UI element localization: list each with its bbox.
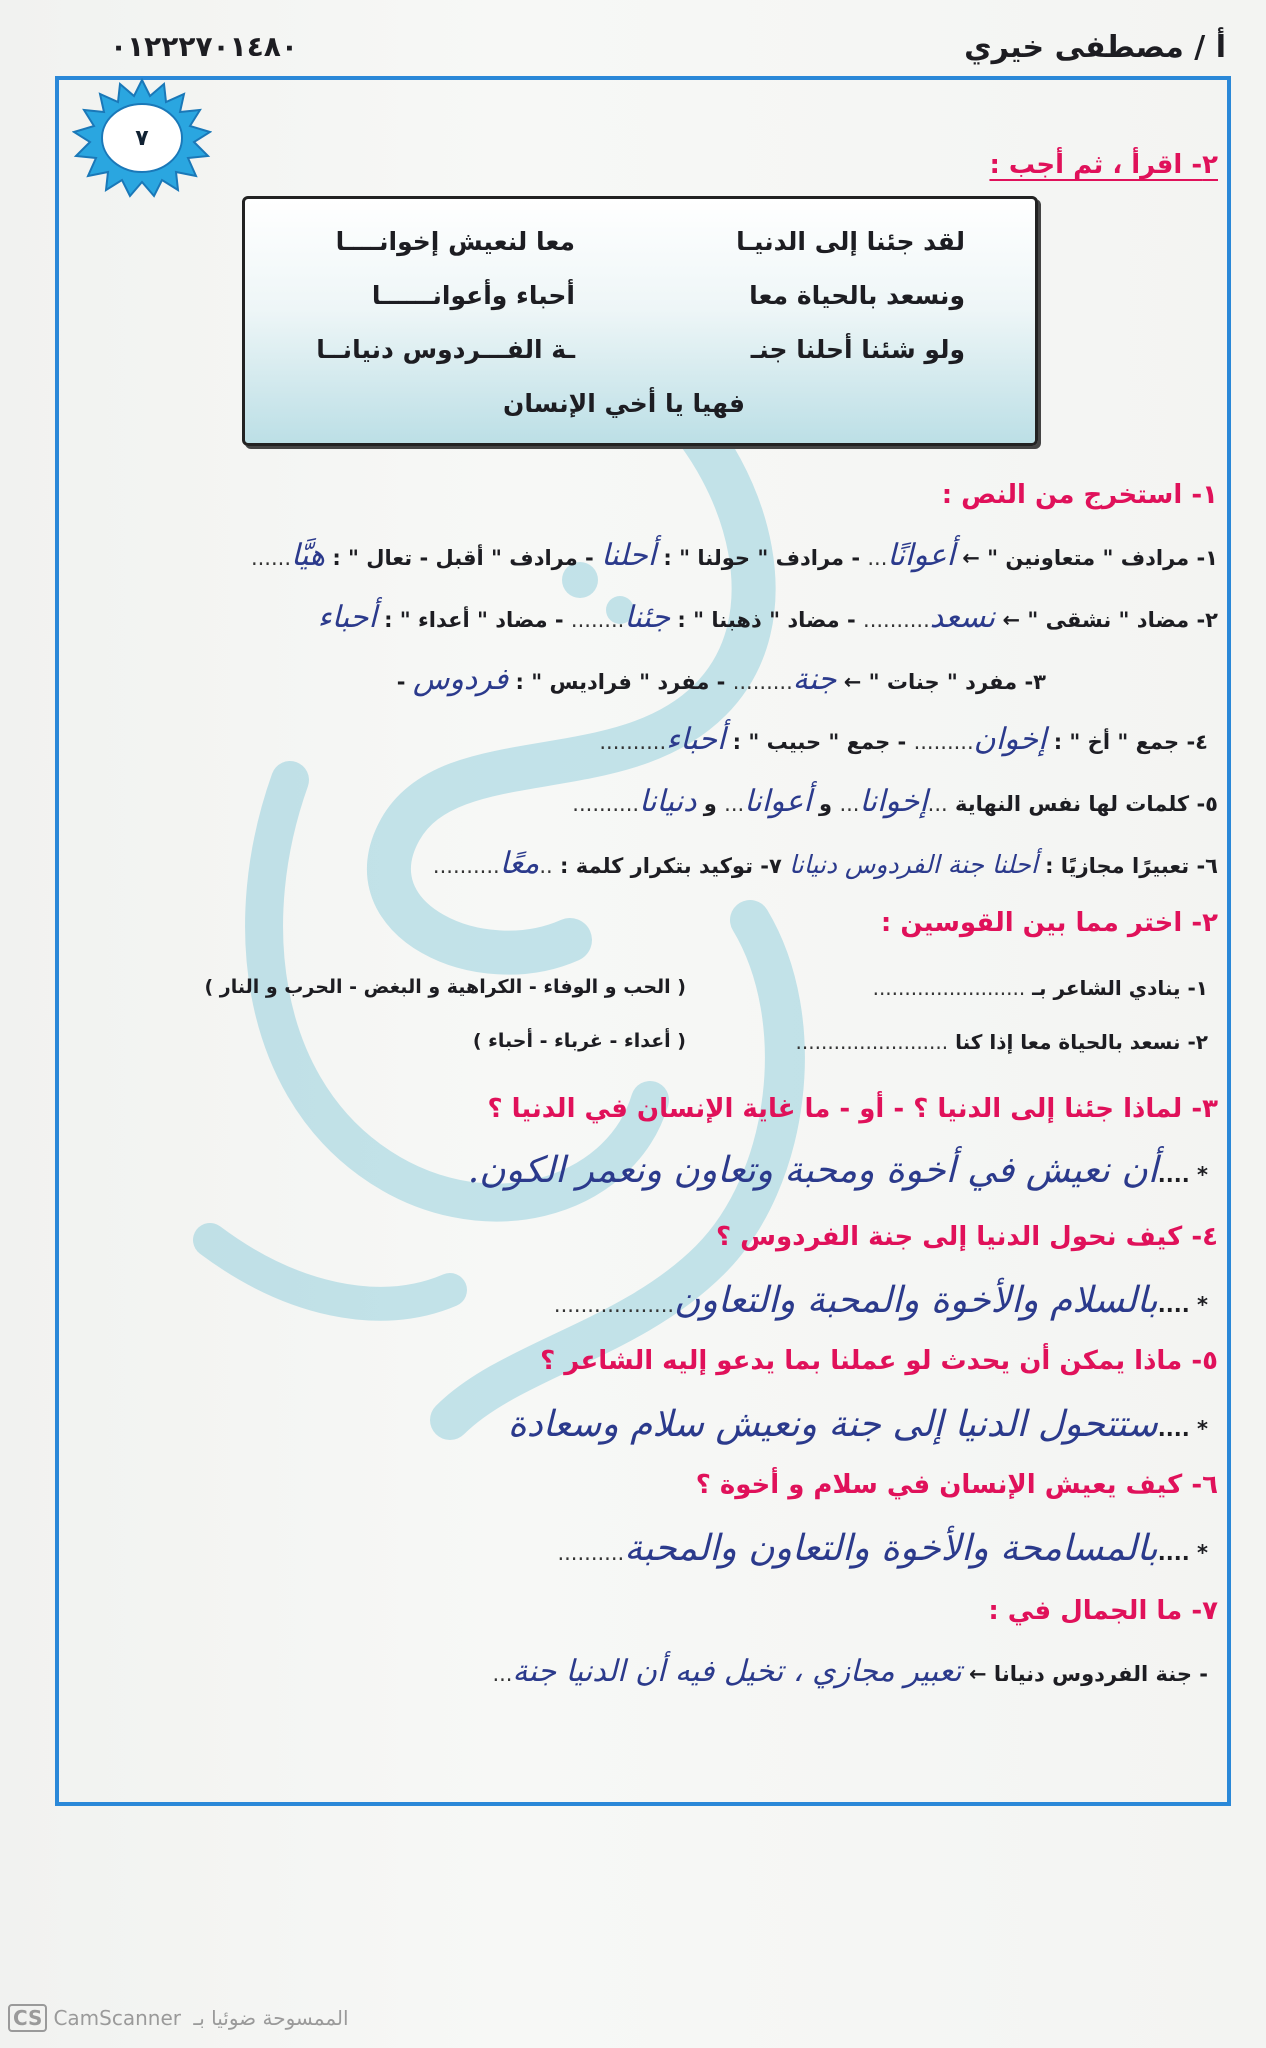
q2-line-1: ١- ينادي الشاعر بـ ........................ bbox=[872, 976, 1208, 1000]
q1-l2-answer-1: نسعد bbox=[929, 600, 996, 635]
teacher-name: أ / مصطفى خيري bbox=[964, 30, 1226, 65]
q2-l2-choices-text: ( أعداء - غرباء - أحباء ) bbox=[472, 1030, 686, 1052]
q3-answer-line: * ....أن نعيش في أخوة ومحبة وتعاون ونعمر الكون. bbox=[467, 1150, 1208, 1191]
q1-l3-mid: - مفرد " فراديس " : bbox=[508, 670, 733, 694]
q4-answer-line: * ....بالسلام والأخوة والمحبة والتعاون.................. bbox=[553, 1280, 1208, 1321]
teacher-phone: ٠١٢٢٢٧٠١٤٨٠ bbox=[110, 30, 298, 63]
q6-title: ٦- كيف يعيش الإنسان في سلام و أخوة ؟ bbox=[695, 1470, 1218, 1500]
q1-l1-answer-2: أحلنا bbox=[601, 538, 657, 573]
q1-line-3: ٣- مفرد " جنات " ← جنة......... - مفرد " فراديس " : فردوس - bbox=[396, 662, 1046, 697]
q2-l1-choices-text: ( الحب و الوفاء - الكراهية و البغض - الحرب و النار ) bbox=[204, 976, 686, 998]
q1-title: ١- استخرج من النص : bbox=[941, 480, 1218, 510]
q7-answer: تعبير مجازي ، تخيل فيه أن الدنيا جنة bbox=[512, 1654, 962, 1689]
q1-l6-answer-2: معًا bbox=[499, 846, 540, 881]
q1-l4-answer-2: أحباء bbox=[666, 722, 726, 757]
q1-l1-text: ١- مرادف " متعاونين " ← bbox=[954, 546, 1218, 570]
q4-title: ٤- كيف نحول الدنيا إلى جنة الفردوس ؟ bbox=[715, 1222, 1218, 1252]
q1-line-5: ٥- كلمات لها نفس النهاية ...إخوانا... و أعوانا... و دنيانا.......... bbox=[572, 784, 1218, 819]
q1-line-4: ٤- جمع " أخ " : إخوان......... - جمع " حبيب " : أحباء.......... bbox=[599, 722, 1208, 757]
q1-l2-mid2: - مضاد " أعداء " : bbox=[376, 608, 571, 632]
q6-answer: بالمسامحة والأخوة والتعاون والمحبة bbox=[624, 1528, 1158, 1569]
q1-l5-answer-1: إخوانا bbox=[859, 784, 928, 819]
q7-answer-line: - جنة الفردوس دنيانا ← تعبير مجازي ، تخيل فيه أن الدنيا جنة... bbox=[492, 1654, 1208, 1689]
poem-verse-4: فهيا يا أخي الإنسان bbox=[503, 389, 745, 418]
q3-answer: أن نعيش في أخوة ومحبة وتعاون ونعمر الكون. bbox=[467, 1150, 1158, 1191]
q1-l6-answer-1: أحلنا جنة الفردوس دنيانا bbox=[789, 850, 1038, 879]
q5-answer: ستتحول الدنيا إلى جنة ونعيش سلام وسعادة bbox=[507, 1404, 1158, 1445]
q1-l4-mid: - جمع " حبيب " : bbox=[725, 730, 914, 754]
q1-l5-answer-2: أعوانا bbox=[744, 784, 812, 819]
poem-verse-1-right: لقد جئنا إلى الدنيـا bbox=[736, 227, 965, 256]
poem-verse-2-right: ونسعد بالحياة معا bbox=[749, 281, 965, 310]
page-number: ٧ bbox=[135, 125, 149, 151]
q1-l4-answer-1: إخوان bbox=[973, 722, 1047, 757]
q2-l2-text: ٢- نسعد بالحياة معا إذا كنا bbox=[948, 1030, 1208, 1054]
q1-l2-mid: - مضاد " ذهبنا " : bbox=[670, 608, 864, 632]
poem-verse-2-left: أحباء وأعوانــــــا bbox=[371, 281, 575, 310]
poem-verse-3-left: ـة الفـــردوس دنيانــا bbox=[316, 335, 575, 364]
camscanner-app: CamScanner bbox=[53, 2006, 181, 2030]
q5-title: ٥- ماذا يمكن أن يحدث لو عملنا بما يدعو إليه الشاعر ؟ bbox=[540, 1346, 1218, 1376]
q7-prompt: - جنة الفردوس دنيانا ← bbox=[961, 1662, 1208, 1686]
q1-l6-mid: ٧- توكيد بتكرار كلمة : bbox=[552, 854, 790, 878]
q2-title: ٢- اختر مما بين القوسين : bbox=[880, 908, 1218, 938]
q1-l2-answer-3: أحباء bbox=[317, 600, 377, 635]
poem-box bbox=[242, 196, 1038, 446]
q1-l2-answer-2: جئنا bbox=[624, 600, 671, 635]
q1-line-1: ١- مرادف " متعاونين " ← أعوانًا... - مرادف " حولنا " : أحلنا - مرادف " أقبل - تعال " : هيَّا...... bbox=[250, 538, 1218, 573]
q1-l5-text: ٥- كلمات لها نفس النهاية bbox=[947, 792, 1218, 816]
q4-answer: بالسلام والأخوة والمحبة والتعاون bbox=[674, 1280, 1158, 1321]
poem-verse-1-left: معا لنعيش إخوانــــا bbox=[335, 227, 575, 256]
q1-line-2: ٢- مضاد " نشقى " ← نسعد.......... - مضاد " ذهبنا " : جئنا........ - مضاد " أعداء " : أحباء bbox=[317, 600, 1218, 635]
q1-l3-text: ٣- مفرد " جنات " ← bbox=[836, 670, 1046, 694]
q1-l5-answer-3: دنيانا bbox=[639, 784, 697, 819]
q1-line-6: ٦- تعبيرًا مجازيًا : أحلنا جنة الفردوس دنيانا ٧- توكيد بتكرار كلمة : ..معًا.......... bbox=[432, 846, 1218, 881]
q2-l1-choices bbox=[204, 976, 686, 998]
scanner-footer bbox=[8, 2004, 349, 2032]
q7-title: ٧- ما الجمال في : bbox=[988, 1596, 1218, 1626]
camscanner-logo: CS bbox=[8, 2004, 47, 2032]
q1-l1-mid2: - مرادف " أقبل - تعال " : bbox=[325, 546, 602, 570]
poem-verse-3-right: ولو شئنا أحلنا جنـ bbox=[750, 335, 965, 364]
q1-l1-answer-1: أعوانًا bbox=[887, 538, 955, 573]
q1-l1-answer-3: هيَّا bbox=[291, 538, 326, 573]
q5-answer-line: * ....ستتحول الدنيا إلى جنة ونعيش سلام وسعادة bbox=[507, 1404, 1208, 1445]
scanned-by-label: الممسوحة ضوئيا بـ bbox=[193, 2006, 349, 2030]
q1-l5-sep2: و bbox=[696, 792, 725, 816]
q1-l6-text: ٦- تعبيرًا مجازيًا : bbox=[1037, 854, 1218, 878]
q1-l1-mid: - مرادف " حولنا " : bbox=[656, 546, 868, 570]
q1-l4-text: ٤- جمع " أخ " : bbox=[1046, 730, 1208, 754]
section-title: ٢- اقرأ ، ثم أجب : bbox=[989, 150, 1218, 180]
q2-l1-text: ١- ينادي الشاعر بـ bbox=[1025, 976, 1208, 1000]
q2-l2-choices bbox=[473, 1030, 686, 1052]
q2-line-2: ٢- نسعد بالحياة معا إذا كنا ........................ bbox=[795, 1030, 1208, 1054]
q1-l3-answer-1: جنة bbox=[792, 662, 837, 697]
q6-answer-line: * ....بالمسامحة والأخوة والتعاون والمحبة.......... bbox=[557, 1528, 1208, 1569]
q1-l2-text: ٢- مضاد " نشقى " ← bbox=[995, 608, 1218, 632]
q3-title: ٣- لماذا جئنا إلى الدنيا ؟ - أو - ما غاية الإنسان في الدنيا ؟ bbox=[487, 1094, 1218, 1124]
q1-l5-sep1: و bbox=[811, 792, 840, 816]
q1-l3-answer-2: فردوس bbox=[412, 662, 509, 697]
page-number-badge bbox=[72, 78, 212, 198]
